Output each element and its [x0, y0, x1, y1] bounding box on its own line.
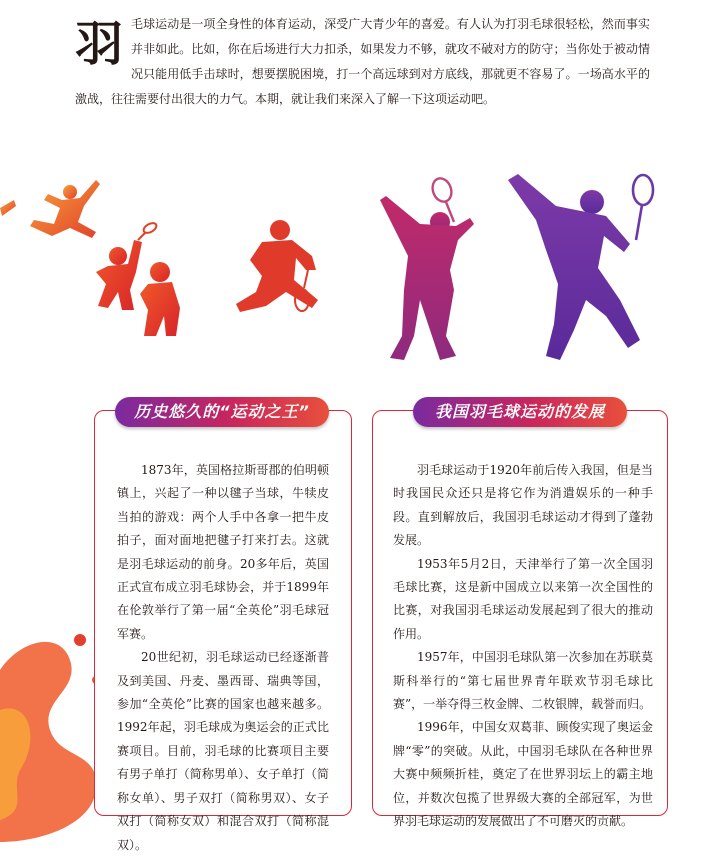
- player-silhouette-4: [236, 220, 318, 312]
- intro-text: 毛球运动是一项全身性的体育运动，深受广大青少年的喜爱。有人认为打羽毛球很轻松，然而事实并非如此。比如，你在后场进行大力扣杀，如果发力不够，就攻不破对方的防守；当你处于被动情况只能用低手击球时，想要摆脱困境，打一个高远球到对方底线，那就更不容易了。一场高水平的激战，往往需要付出很大的力气。本期，就让我们来深入了解一下这项运动吧。: [75, 17, 650, 106]
- history-title: 历史悠久的“运动之王”: [115, 397, 329, 427]
- history-paragraph: 1873年，英国格拉斯哥郡的伯明顿镇上，兴起了一种以毽子当球，牛犊皮当拍的游戏：两个人手中各拿一把牛皮拍子，面对面地把毽子打来打去。这就是羽毛球运动的前身。20多年后，英国正式宣布成立羽毛球协会，并于1899年在伦敦举行了第一届“全英伦”羽毛球冠军赛。: [117, 463, 329, 641]
- player-silhouette-5: [380, 176, 474, 360]
- development-paragraph: 羽毛球运动于1920年前后传入我国，但是当时我国民众还只是将它作为消遣娱乐的一种手段。直到解放后，我国羽毛球运动才得到了蓬勃发展。: [393, 463, 653, 548]
- development-paragraph: 1996年，中国女双葛菲、顾俊实现了奥运金牌“零”的突破。从此，中国羽毛球队在各种世界大赛中频频折桂，奠定了在世界羽坛上的霸主地位，并数次包揽了世界级大赛的全部冠军，为世界羽毛球运动的发展做出了不可磨灭的贡献。: [393, 720, 653, 829]
- china-development-title: 我国羽毛球运动的发展: [413, 397, 627, 427]
- history-body: [117, 459, 329, 857]
- china-development-panel: [372, 402, 668, 829]
- player-silhouette-1: [0, 180, 100, 238]
- dropcap: 羽: [75, 16, 124, 72]
- intro-block: [75, 12, 650, 112]
- badminton-players-illustration: [0, 160, 720, 420]
- china-development-body: [393, 459, 653, 834]
- development-paragraph: 1957年，中国羽毛球队第一次参加在苏联莫斯科举行的“第七届世界青年联欢节羽毛球比赛”，一举夺得三枚金牌、二枚银牌，载誉而归。: [393, 650, 653, 712]
- development-paragraph: 1953年5月2日，天津举行了第一次全国羽毛球比赛，这是新中国成立以来第一次全国性的比赛，对我国羽毛球运动发展起到了很大的推动作用。: [393, 556, 653, 641]
- player-silhouette-3: [140, 262, 180, 336]
- history-panel: [94, 402, 352, 852]
- history-paragraph: 20世纪初，羽毛球运动已经逐渐普及到美国、丹麦、墨西哥、瑞典等国，参加“全英伦”比赛的国家也越来越多。1992年起，羽毛球成为奥运会的正式比赛项目。目前，羽毛球的比赛项目主要有男子单打（简称男单）、女子单打（简称女单）、男子双打（简称男双）、女子双打（简称女双）和混合双打（简称混双）。: [117, 650, 329, 852]
- player-silhouette-6: [508, 174, 653, 360]
